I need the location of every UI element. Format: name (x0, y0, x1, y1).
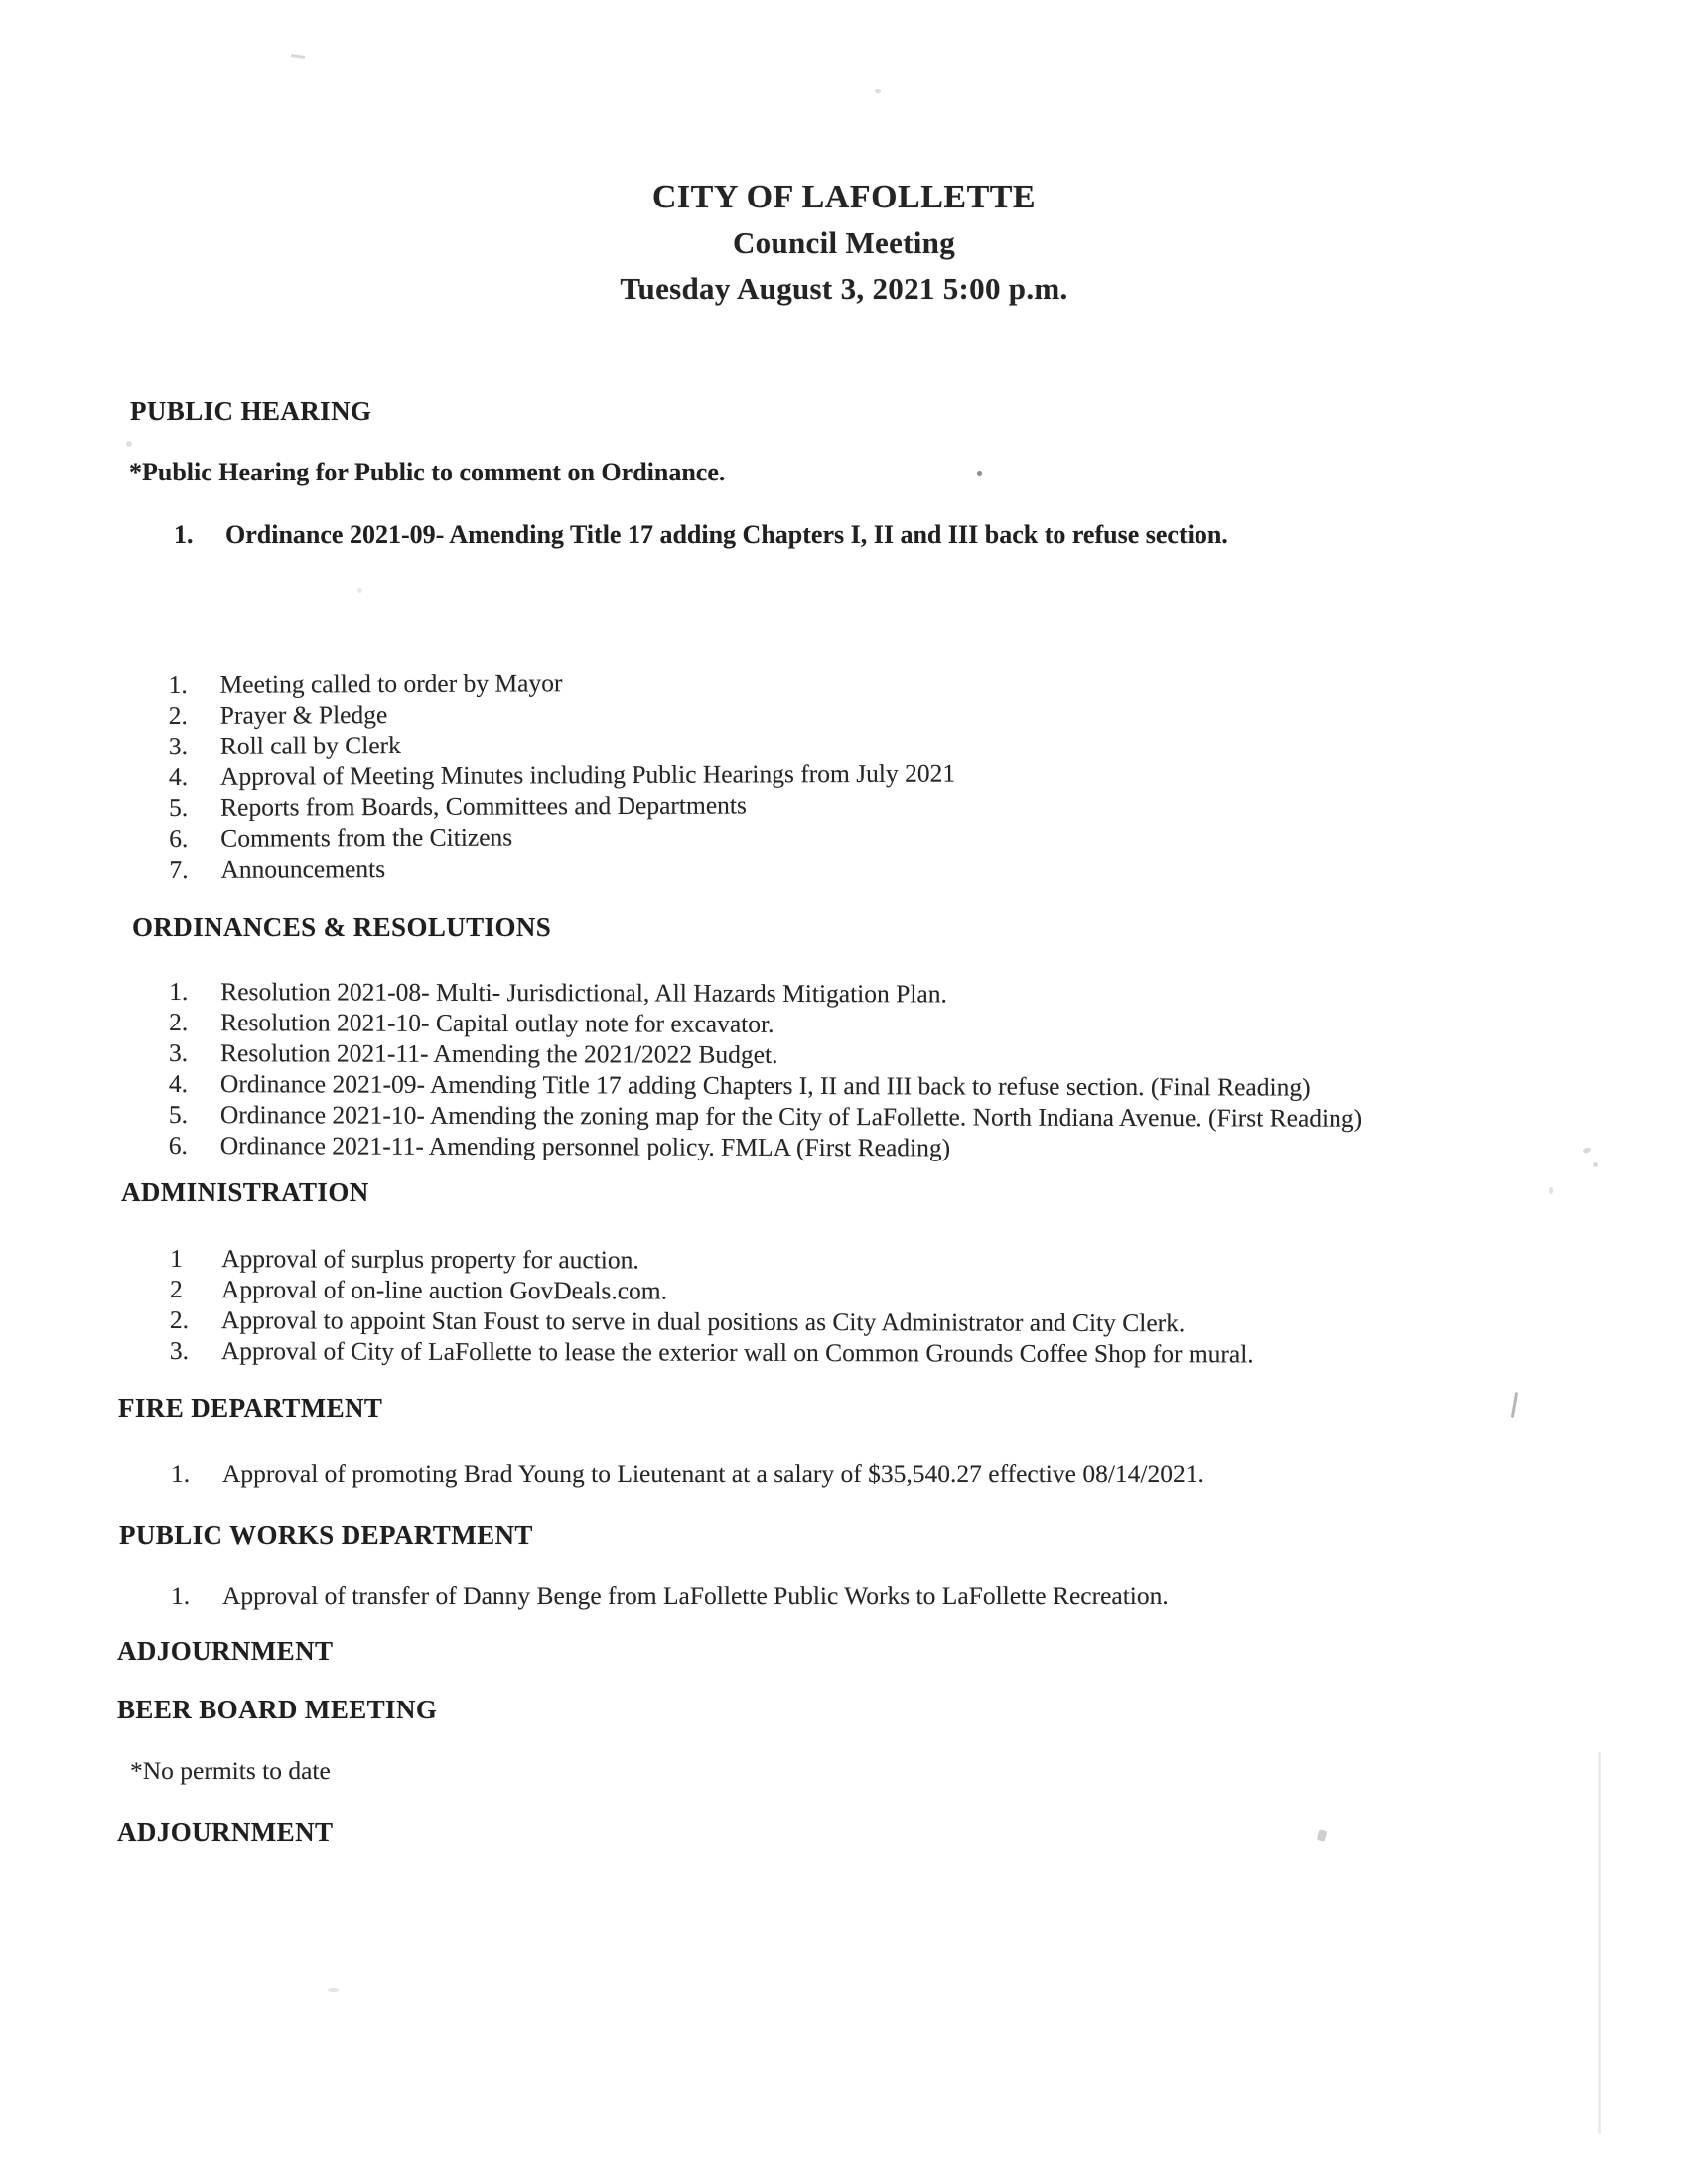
item-number: 7. (169, 854, 189, 884)
item-text: Comments from the Citizens (220, 822, 513, 853)
item-text: Ordinance 2021-10- Amending the zoning map for the City of LaFollette. North Indiana Avenue. (First Reading) (219, 1100, 1363, 1133)
item-number: 3. (169, 1038, 189, 1068)
scan-artifact (977, 471, 982, 476)
item-text: Meeting called to order by Mayor (219, 668, 563, 699)
item-number: 6. (169, 823, 189, 853)
item-text: Approval of City of LaFollette to lease the exterior wall on Common Grounds Coffee Shop for mural. (220, 1336, 1254, 1369)
beer-board-note: *No permits to date (130, 1756, 331, 1785)
item-number: 6. (168, 1130, 188, 1160)
ordinances-resolutions-list (169, 976, 1363, 1164)
agenda-item (169, 1068, 1362, 1103)
section-heading-adjournment-second: ADJOURNMENT (117, 1817, 334, 1846)
item-number: 1. (174, 520, 194, 549)
agenda-item (169, 1099, 1362, 1134)
call-to-order-list (169, 666, 956, 885)
item-text: Approval of on-line auction GovDeals.com. (221, 1275, 668, 1305)
item-number: 2 (170, 1275, 183, 1304)
document-header (0, 175, 1688, 312)
item-number: 1 (170, 1244, 183, 1274)
section-heading-public-works: PUBLIC WORKS DEPARTMENT (119, 1520, 533, 1550)
fire-department-list (171, 1458, 1204, 1489)
agenda-item (169, 1037, 1362, 1072)
item-number: 1. (168, 669, 188, 700)
agenda-item (169, 697, 955, 731)
item-number: 5. (168, 1099, 189, 1130)
scan-artifact (1511, 1392, 1518, 1418)
scan-artifact (291, 54, 305, 59)
scan-artifact (1317, 1829, 1327, 1842)
item-text: Approval of Meeting Minutes including Public Hearings from July 2021 (219, 758, 956, 791)
item-number: 3. (168, 731, 189, 761)
section-heading-beer-board: BEER BOARD MEETING (117, 1695, 438, 1724)
item-text: Ordinance 2021-09- Amending Title 17 adding Chapters I, II and III back to refuse section. (225, 520, 1228, 549)
item-number: 1. (171, 1581, 191, 1610)
section-heading-public-hearing: PUBLIC HEARING (130, 396, 372, 426)
item-text: Roll call by Clerk (219, 730, 401, 760)
scan-artifact (1593, 1162, 1598, 1167)
agenda-item (171, 1458, 1204, 1489)
public-works-list (171, 1580, 1169, 1611)
scan-artifact (357, 588, 362, 593)
item-number: 2. (169, 1305, 190, 1335)
agenda-item (169, 728, 955, 761)
item-number: 5. (169, 792, 189, 822)
item-number: 1. (171, 1459, 191, 1488)
scan-artifact (875, 89, 881, 93)
document-datetime: Tuesday August 3, 2021 5:00 p.m. (620, 271, 1068, 306)
item-text: Ordinance 2021-11- Amending personnel policy. FMLA (First Reading) (219, 1131, 951, 1162)
agenda-item (170, 1335, 1254, 1369)
item-number: 2. (168, 700, 188, 731)
agenda-item (169, 758, 955, 792)
section-heading-administration: ADMINISTRATION (121, 1177, 369, 1207)
item-number: 4. (168, 1069, 189, 1099)
agenda-item (169, 851, 955, 885)
agenda-item (169, 1130, 1362, 1164)
item-text: Reports from Boards, Committees and Departments (220, 790, 747, 822)
document-title: CITY OF LAFOLLETTE (651, 179, 1037, 215)
agenda-item (169, 789, 955, 823)
scan-artifact (1549, 1187, 1553, 1194)
agenda-item (170, 1243, 1254, 1277)
item-text: Announcements (220, 854, 386, 884)
item-text: Approval to appoint Stan Foust to serve in dual positions as City Administrator and City Clerk. (220, 1305, 1186, 1338)
public-hearing-note: *Public Hearing for Public to comment on Ordinance. (129, 458, 726, 486)
item-number: 3. (169, 1335, 190, 1366)
agenda-item (170, 1274, 1254, 1307)
item-text: Prayer & Pledge (219, 700, 388, 730)
item-text: Approval of surplus property for auction. (221, 1244, 639, 1275)
administration-list (170, 1243, 1254, 1369)
agenda-item (174, 519, 1228, 551)
section-heading-fire-department: FIRE DEPARTMENT (118, 1393, 383, 1423)
agenda-item (169, 666, 955, 700)
scan-artifact (1598, 1752, 1601, 2134)
section-heading-adjournment-first: ADJOURNMENT (117, 1636, 334, 1666)
item-text: Resolution 2021-10- Capital outlay note for excavator. (220, 1008, 774, 1038)
item-text: Ordinance 2021-09- Amending Title 17 adding Chapters I, II and III back to refuse section. (Final Reading) (219, 1069, 1311, 1102)
document-subtitle: Council Meeting (732, 225, 956, 260)
agenda-item (171, 1580, 1169, 1611)
section-heading-ordinances-resolutions: ORDINANCES & RESOLUTIONS (132, 912, 552, 942)
agenda-item (170, 1304, 1254, 1338)
scan-artifact (1582, 1147, 1591, 1154)
item-text: Resolution 2021-11- Amending the 2021/2022 Budget. (220, 1038, 778, 1069)
public-hearing-list (174, 519, 1228, 551)
agenda-item (169, 1007, 1362, 1041)
agenda-item (169, 820, 955, 854)
agenda-item (169, 976, 1362, 1011)
item-number: 1. (169, 977, 189, 1007)
item-number: 2. (169, 1008, 189, 1037)
item-text: Approval of transfer of Danny Benge from LaFollette Public Works to LaFollette Recreation. (222, 1581, 1169, 1610)
item-text: Approval of promoting Brad Young to Lieutenant at a salary of $35,540.27 effective 08/14/2021. (222, 1459, 1204, 1488)
item-text: Resolution 2021-08- Multi- Jurisdictional, All Hazards Mitigation Plan. (220, 977, 947, 1009)
scan-artifact (328, 1988, 339, 1992)
scan-artifact (126, 441, 132, 447)
item-number: 4. (168, 761, 189, 791)
